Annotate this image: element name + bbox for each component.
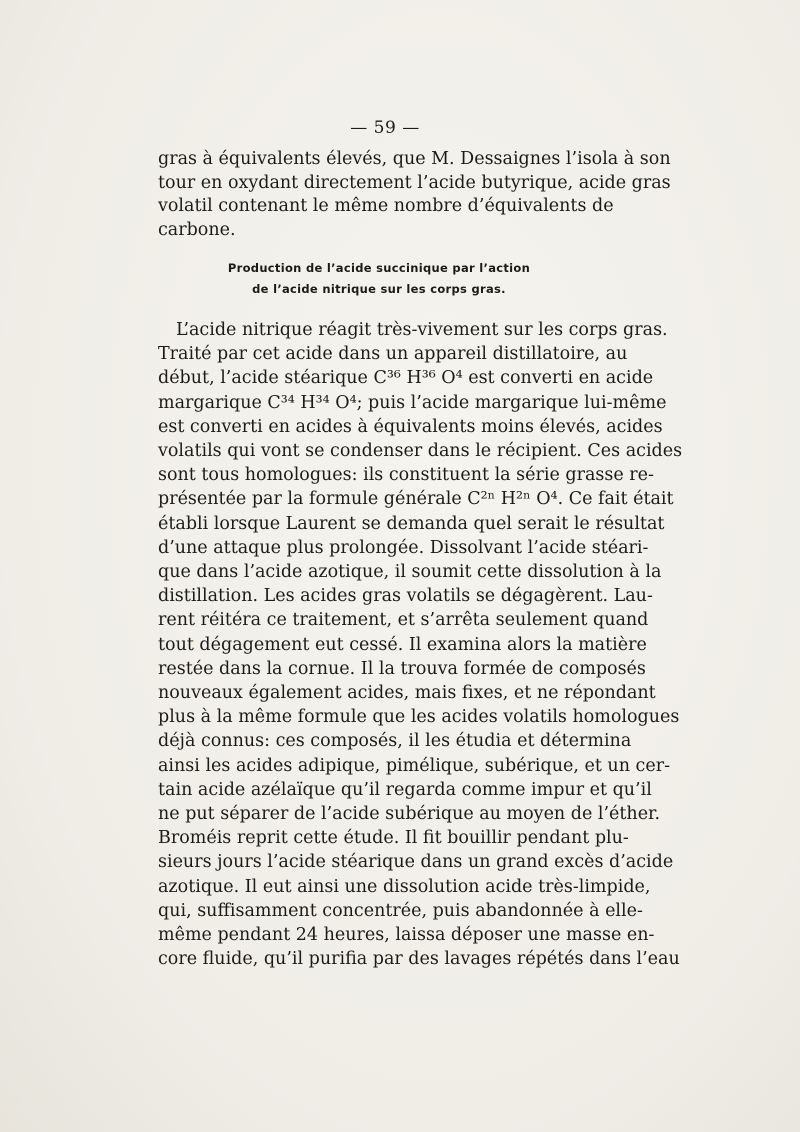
- text-line: gras à équivalents élevés, que M. Dessaignes l’isola à son: [158, 149, 671, 169]
- text-line: ainsi les acides adipique, pimélique, subérique, et un cer-: [158, 755, 670, 776]
- text-line: carbone.: [158, 219, 236, 240]
- text-line: déjà connus: ces composés, il les étudia et détermina: [158, 731, 632, 752]
- text-line: distillation. Les acides gras volatils se dégagèrent. Lau-: [158, 586, 653, 607]
- text-line: sieurs jours l’acide stéarique dans un grand excès d’acide: [158, 852, 674, 873]
- text-line: L’acide nitrique réagit très-vivement sur les corps gras.: [176, 320, 668, 340]
- text-line: établi lorsque Laurent se demanda quel serait le résultat: [158, 513, 665, 534]
- text-line: volatil contenant le même nombre d’équivalents de: [158, 196, 614, 217]
- text-line: même pendant 24 heures, laissa déposer une masse en-: [158, 925, 655, 946]
- text-line: nouveaux également acides, mais fixes, et ne répondant: [158, 683, 656, 704]
- body-paragraph: [158, 318, 683, 971]
- section-heading-line: de l’acide nitrique sur les corps gras.: [252, 282, 506, 296]
- text-line: début, l’acide stéarique C³⁶ H³⁶ O⁴ est converti en acide: [158, 368, 654, 389]
- text-line: que dans l’acide azotique, il soumit cette dissolution à la: [158, 562, 662, 583]
- text-line: margarique C³⁴ H³⁴ O⁴; puis l’acide margarique lui-même: [158, 392, 667, 413]
- text-line: core fluide, qu’il purifia par des lavages répétés dans l’eau: [158, 949, 680, 970]
- text-line: rent réitéra ce traitement, et s’arrêta seulement quand: [158, 610, 649, 631]
- text-line: plus à la même formule que les acides volatils homologues: [158, 707, 680, 728]
- section-heading: [158, 258, 600, 300]
- text-line: tain acide azélaïque qu’il regarda comme impur et qu’il: [158, 779, 652, 800]
- text-line: sont tous homologues: ils constituent la série grasse re-: [158, 465, 654, 486]
- text-line: azotique. Il eut ainsi une dissolution acide très-limpide,: [158, 876, 651, 897]
- section-heading-line: Production de l’acide succinique par l’action: [227, 261, 531, 275]
- text-line: d’une attaque plus prolongée. Dissolvant l’acide stéari-: [158, 537, 649, 558]
- text-line: présentée par la formule générale C²ⁿ H²ⁿ O⁴. Ce fait était: [158, 489, 674, 510]
- text-line: qui, suffisamment concentrée, puis abandonnée à elle-: [158, 900, 643, 921]
- text-line: tour en oxydant directement l’acide butyrique, acide gras: [158, 172, 671, 193]
- text-line: tout dégagement eut cessé. Il examina alors la matière: [158, 634, 647, 655]
- text-line: est converti en acides à équivalents moins élevés, acides: [158, 416, 663, 437]
- text-line: Broméis reprit cette étude. Il fit bouillir pendant plu-: [158, 828, 629, 849]
- opening-paragraph: [158, 148, 671, 242]
- text-line: Traité par cet acide dans un appareil distillatoire, au: [158, 344, 628, 365]
- page-number: — 59 —: [350, 118, 420, 138]
- text-line: volatils qui vont se condenser dans le récipient. Ces acides: [158, 441, 683, 462]
- text-line: restée dans la cornue. Il la trouva formée de composés: [158, 658, 646, 679]
- text-line: ne put séparer de l’acide subérique au moyen de l’éther.: [158, 804, 661, 825]
